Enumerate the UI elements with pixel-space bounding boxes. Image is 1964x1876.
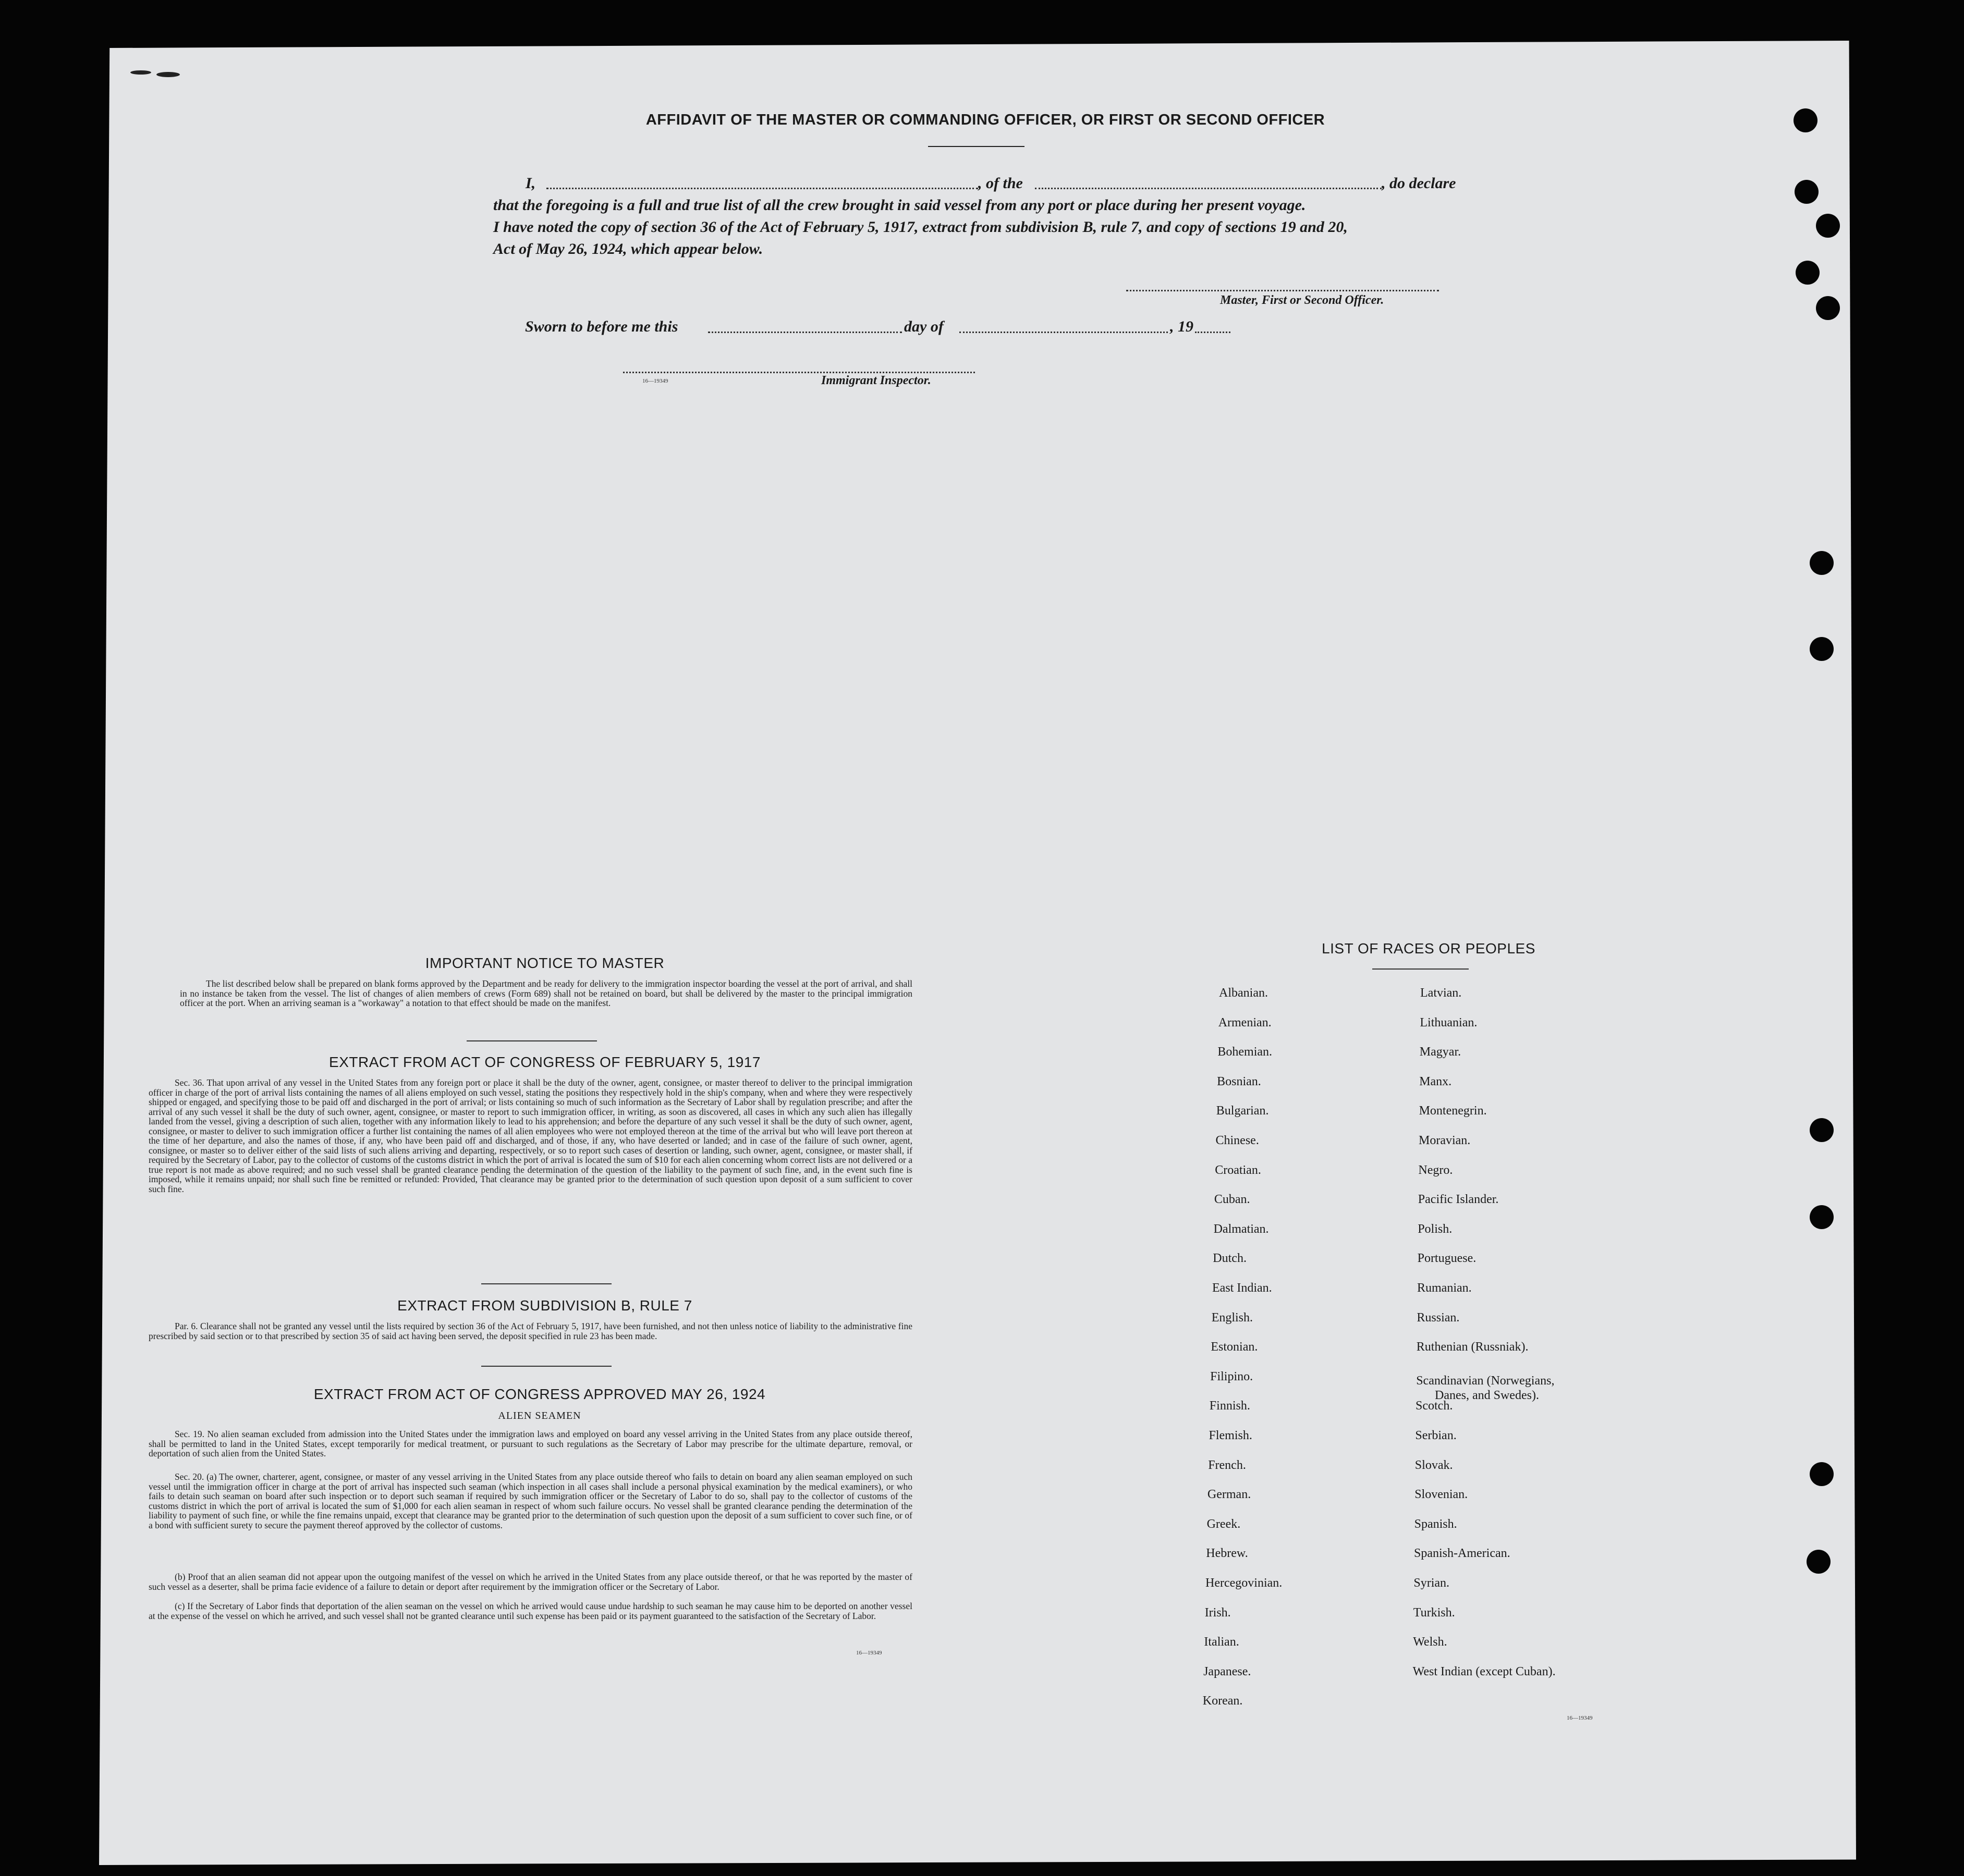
- extract-1917-body: Sec. 36. That upon arrival of any vessel in the United States from any foreign port or place it shall be the duty of the owner, agent, consignee, or master thereof to deliver to the principal immigration officer in charge of the port of arrival lists containing the names of all aliens employed on such vessel, stating the positions they respectively hold in the ship's company, when and where they were respectively shipped or engaged, and specifying those to be paid off and discharged in the port of arrival; or lists containing so much of such information as the Secretary of Labor shall by regulation prescribe; and after the arrival of any such vessel it shall be the duty of such owner, agent, consignee, or master to report to such immigration officer, in writing, as soon as discovered, all cases in which any such alien has illegally landed from the vessel, giving a description of such alien, together with any information likely to lead to his apprehension; and before the departure of any such vessel it shall be the duty of such owner, agent, consignee, or master to deliver to such immigration officer a further list containing the names of all alien employees who were not employed thereon at the time of the arrival but who will leave port thereon at the time of her departure, and also the names of those, if any, who have been paid off and discharged, and of those, if any, who have deserted or landed; and in case of the failure of such owner, agent, consignee, or master so to deliver either of the said lists of such aliens arriving and departing, respectively, or so to report such cases of desertion or landing, such owner, agent, consignee, or master shall, if required by the Secretary of Labor, pay to the collector of customs of the customs district in which the port of arrival is located the sum of $10 for each alien concerning whom correct lists are not delivered or a true report is not made as above required; and no such vessel shall be granted clearance pending the determination of the question of the liability to the payment of such fine, and, in the event such fine is imposed, while it remains unpaid; nor shall such fine be remitted or refunded: Provided, That clearance may be granted prior to the determination of such question upon deposit of a sum sufficient to cover such fine.: [149, 1077, 912, 1194]
- race-item: German.: [1207, 1488, 1251, 1502]
- sworn-text: Sworn to before me this: [525, 318, 678, 335]
- race-item: Slovenian.: [1414, 1488, 1468, 1502]
- binder-hole: [1810, 551, 1834, 575]
- race-item: Croatian.: [1215, 1163, 1261, 1177]
- race-item: Armenian.: [1218, 1015, 1272, 1029]
- extract-1924-sec-19: Sec. 19. No alien seaman excluded from admission into the United States under the immigration laws and employed on board any vessel arriving in the United States from any place outside thereof, shall be permitted to land in the United States, except temporarily for medical treatment, or pursuant to such regulations as the Secretary of Labor may prescribe for the ultimate departure, removal, or deportation of such alien from the United States.: [149, 1429, 912, 1458]
- subdivision-b-body: Par. 6. Clearance shall not be granted any vessel until the lists required by section 36 of the Act of February 5, 1917, have been furnished, and not then unless notice of liability to the administrative fine prescribed by said section or to that prescribed by section 35 of said act having been served, the deposit specified in rule 23 has been made.: [149, 1321, 912, 1341]
- form-code-left: 16—19349: [856, 1650, 882, 1656]
- races-divider: [1372, 968, 1469, 970]
- race-item: Chinese.: [1215, 1134, 1259, 1147]
- race-item: Magyar.: [1419, 1045, 1461, 1059]
- binder-hole: [1816, 296, 1840, 320]
- binder-hole: [1810, 637, 1834, 661]
- officer-signature-label: Master, First or Second Officer.: [1220, 293, 1384, 307]
- binder-hole: [1810, 1462, 1834, 1486]
- race-item: Cuban.: [1214, 1193, 1250, 1207]
- affidavit-title: AFFIDAVIT OF THE MASTER OR COMMANDING OFFICER, OR FIRST OR SECOND OFFICER: [645, 112, 1325, 128]
- name-blank: [546, 188, 978, 189]
- race-item: Welsh.: [1413, 1635, 1447, 1649]
- race-item: Greek.: [1206, 1517, 1241, 1531]
- race-item: Scotch.: [1416, 1399, 1453, 1413]
- race-item: Pacific Islander.: [1418, 1193, 1499, 1207]
- officer-signature-line: [1126, 290, 1439, 291]
- alien-seamen-subheading: ALIEN SEAMEN: [498, 1410, 581, 1421]
- declaration-line-4: Act of May 26, 1924, which appear below.: [493, 240, 763, 258]
- notice-body: The list described below shall be prepared on blank forms approved by the Department and be ready for delivery to the immigration inspector boarding the vessel at the port of arrival, and shall in no instance be taken from the vessel. The list of changes of alien members of crews (Form 689) shall not be retained on board, but shall be delivered by the master to the principal immigration officer at the port. When an arriving seaman is a "workaway" a notation to that effect should be made on the manifest.: [180, 978, 912, 1008]
- vessel-blank: [1035, 188, 1382, 189]
- title-underline: [928, 146, 1024, 147]
- race-item: Portuguese.: [1417, 1252, 1477, 1266]
- sworn-month-blank: [959, 332, 1168, 333]
- divider: [481, 1283, 612, 1284]
- race-item: Slovak.: [1414, 1458, 1453, 1472]
- sworn-year-blank: [1195, 332, 1230, 333]
- race-item: Finnish.: [1209, 1399, 1250, 1413]
- notice-heading: IMPORTANT NOTICE TO MASTER: [425, 955, 665, 971]
- extract-1924-heading: EXTRACT FROM ACT OF CONGRESS APPROVED MAY 26, 1924: [313, 1386, 766, 1402]
- declaration-line-3: I have noted the copy of section 36 of the Act of February 5, 1917, extract from subdivision B, rule 7, and copy of sections 19 and 20,: [493, 218, 1348, 236]
- race-item: Bohemian.: [1217, 1045, 1273, 1059]
- race-item: Ruthenian (Russniak).: [1416, 1340, 1529, 1354]
- binder-hole: [1795, 180, 1819, 204]
- race-item: Latvian.: [1420, 986, 1462, 1000]
- declaration-of: , of the: [978, 175, 1023, 192]
- declaration-i: I,: [526, 175, 536, 192]
- race-item: Moravian.: [1419, 1134, 1471, 1147]
- form-code-right: 16—19349: [1567, 1715, 1593, 1721]
- race-item: Manx.: [1419, 1074, 1452, 1088]
- corner-mark: [156, 72, 180, 77]
- extract-1917-heading: EXTRACT FROM ACT OF CONGRESS OF FEBRUARY 5, 1917: [329, 1054, 761, 1070]
- race-item: Scandinavian (Norwegians,: [1416, 1374, 1555, 1388]
- race-item: Turkish.: [1413, 1605, 1455, 1620]
- divider: [481, 1366, 612, 1367]
- race-item: Flemish.: [1209, 1429, 1252, 1442]
- binder-hole: [1794, 108, 1817, 132]
- race-item: East Indian.: [1212, 1281, 1272, 1295]
- race-item: Spanish-American.: [1414, 1547, 1510, 1561]
- race-item: Russian.: [1417, 1310, 1460, 1325]
- race-item: Montenegrin.: [1419, 1104, 1487, 1118]
- binder-hole: [1810, 1205, 1834, 1229]
- race-item: Danes, and Swedes).: [1435, 1388, 1539, 1402]
- subdivision-b-heading: EXTRACT FROM SUBDIVISION B, RULE 7: [397, 1297, 692, 1314]
- extract-1924-sec-20a: Sec. 20. (a) The owner, charterer, agent, consignee, or master of any vessel arriving in the United States from any place outside thereof who fails to detain on board any alien seaman employed on such vessel until the immigration officer in charge at the port of arrival has inspected such seaman (which inspection in all cases shall include a personal physical examination by the medical examiners), or who fails to detain such seaman on board after such inspection or to deport such seaman if required by such immigration officer or the Secretary of Labor to do so, shall pay to the collector of customs of the customs district in which the port of arrival is located the sum of $1,000 for each alien seaman in respect of whom such failure occurs. No vessel shall be granted clearance pending the determination of the liability to payment of such fine, or while the fine remains unpaid, except that clearance may be granted prior to the determination of such question upon the deposit of a sum sufficient to cover such fine, or of a bond with sufficient surety to secure the payment thereof approved by the collector of customs.: [149, 1472, 912, 1530]
- binder-hole: [1807, 1550, 1831, 1574]
- form-code-top: 16—19349: [642, 378, 668, 384]
- race-item: English.: [1211, 1310, 1253, 1325]
- inspector-signature-line: [623, 372, 975, 373]
- race-item: Filipino.: [1210, 1369, 1253, 1383]
- race-item: Estonian.: [1211, 1340, 1258, 1354]
- extract-1924-sec-20c: (c) If the Secretary of Labor finds that deportation of the alien seaman on the vessel on which he arrived would cause undue hardship to such seaman he may cause him to be deported on another vessel at the expense of the vessel on which he arrived, and such vessel shall not be granted clearance until such expense has been paid or its payment guaranteed to the satisfaction of the Secretary of Labor.: [149, 1601, 912, 1621]
- race-item: Dutch.: [1213, 1252, 1247, 1266]
- divider: [467, 1040, 597, 1041]
- sworn-day-of: day of: [904, 318, 944, 335]
- race-item: Albanian.: [1219, 986, 1268, 1000]
- race-item: Italian.: [1204, 1635, 1239, 1649]
- binder-hole: [1810, 1118, 1834, 1142]
- race-item: Rumanian.: [1417, 1281, 1472, 1295]
- inspector-label: Immigrant Inspector.: [821, 374, 931, 387]
- race-item: Serbian.: [1415, 1429, 1457, 1442]
- race-item: Polish.: [1418, 1222, 1453, 1236]
- race-item: Spanish.: [1414, 1517, 1457, 1531]
- race-item: Hebrew.: [1206, 1547, 1248, 1561]
- extract-1924-sec-20b: (b) Proof that an alien seaman did not appear upon the outgoing manifest of the vessel on which he arrived in the United States from any place outside thereof, or that he was reported by the master of such vessel as a deserter, shall be prima facie evidence of a failure to detain or deport after requirement by the immigration officer or the Secretary of Labor.: [149, 1572, 912, 1592]
- race-item: Korean.: [1202, 1694, 1243, 1708]
- sworn-year: , 19: [1170, 318, 1193, 335]
- races-heading: LIST OF RACES OR PEOPLES: [1322, 940, 1535, 957]
- race-item: French.: [1208, 1458, 1246, 1472]
- race-item: Irish.: [1204, 1605, 1231, 1620]
- race-item: Lithuanian.: [1420, 1015, 1478, 1029]
- sworn-day-blank: [708, 332, 902, 333]
- race-item: Japanese.: [1203, 1664, 1251, 1678]
- binder-hole: [1796, 261, 1820, 285]
- corner-mark: [130, 70, 151, 75]
- race-item: Bulgarian.: [1216, 1104, 1269, 1118]
- race-item: Dalmatian.: [1213, 1222, 1269, 1236]
- race-item: Negro.: [1418, 1163, 1453, 1177]
- binder-hole: [1816, 214, 1840, 238]
- declaration-line-2: that the foregoing is a full and true list of all the crew brought in said vessel from any port or place during her present voyage.: [493, 197, 1306, 214]
- declaration-do-declare: , do declare: [1382, 175, 1456, 192]
- race-item: West Indian (except Cuban).: [1412, 1664, 1556, 1678]
- race-item: Hercegovinian.: [1205, 1576, 1283, 1590]
- race-item: Bosnian.: [1217, 1074, 1261, 1088]
- race-item: Syrian.: [1413, 1576, 1450, 1590]
